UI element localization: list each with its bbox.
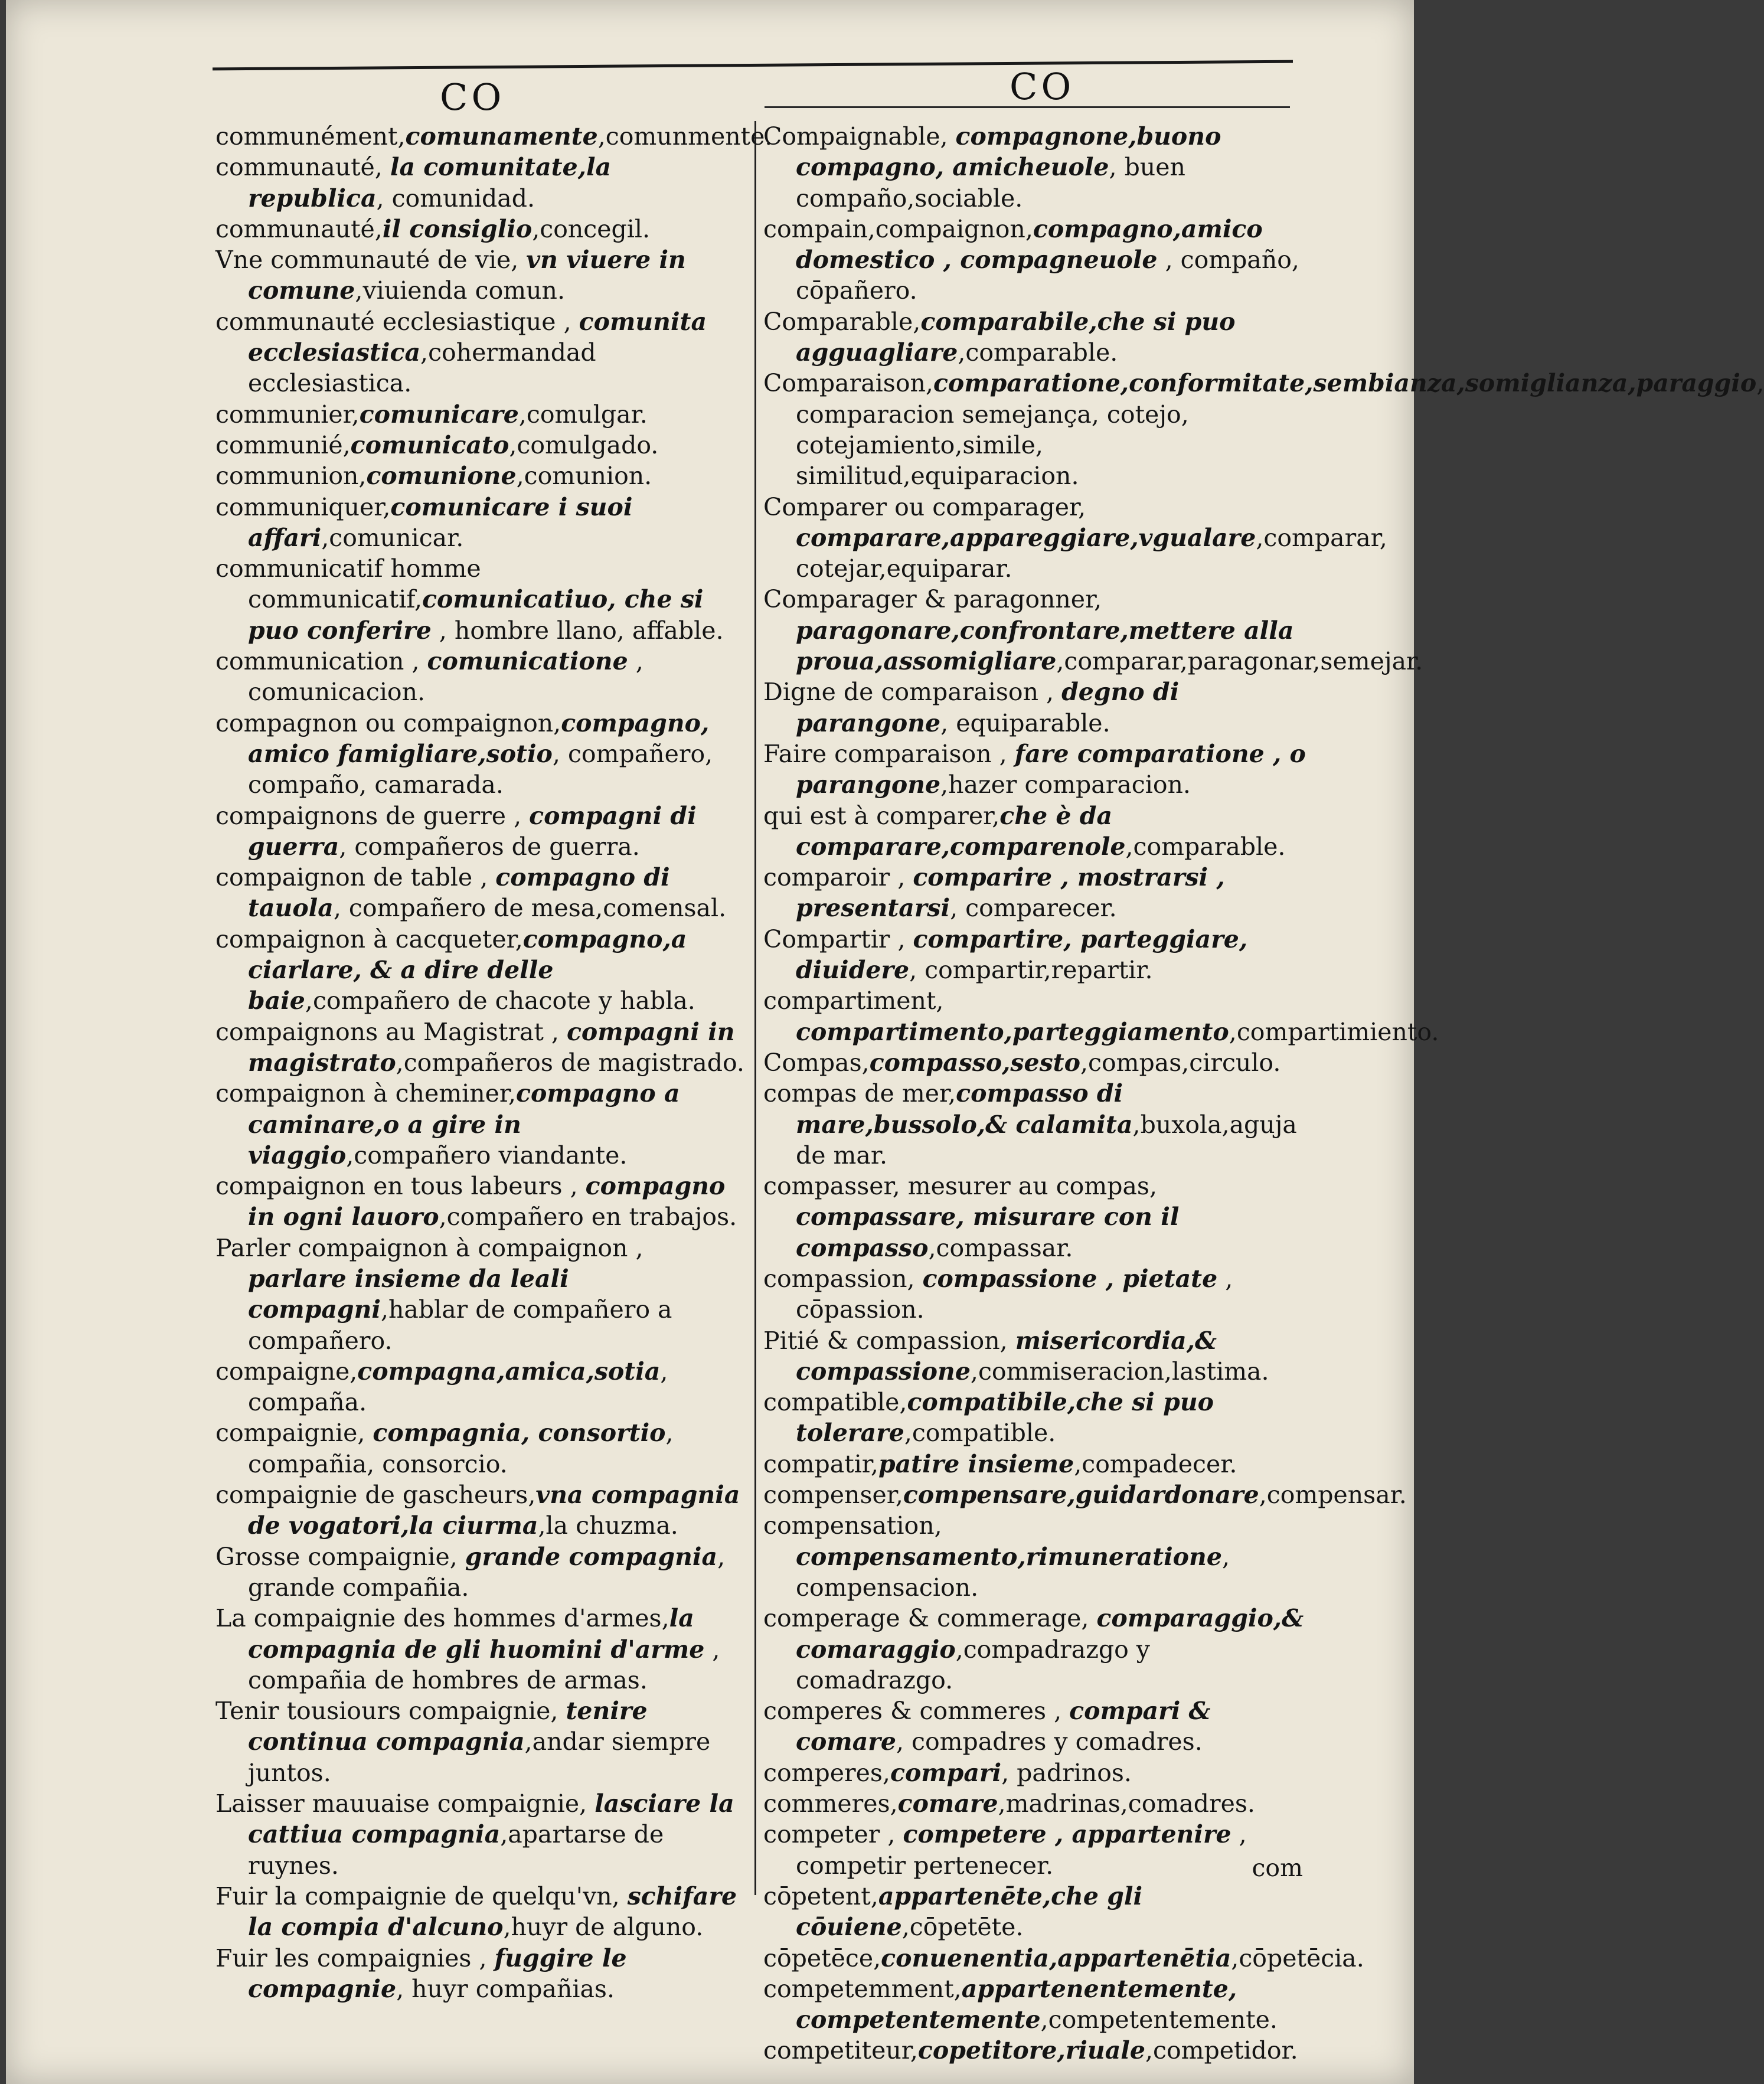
dictionary-entry — [763, 1974, 1306, 2036]
entry-italian: comunamente — [405, 122, 598, 151]
entry-spanish: ,concegil. — [532, 214, 651, 243]
entry-french: Comparaison, — [763, 369, 933, 398]
entry-italian: compagna,amica,sotia — [357, 1357, 661, 1386]
dictionary-entry — [215, 1417, 747, 1479]
entry-french: compain,compaignon, — [763, 214, 1033, 243]
dictionary-entry — [763, 1078, 1306, 1171]
dictionary-page — [6, 0, 1764, 2084]
entry-french: Compas, — [763, 1048, 870, 1077]
dictionary-entry — [215, 1943, 747, 2005]
entry-italian: compassare, misurare con il compasso — [796, 1203, 1180, 1262]
entry-italian: compagno,a ciarlare, & a dire delle baie — [248, 925, 687, 1015]
entry-french: communauté, — [215, 153, 390, 182]
entry-spanish: , grande compañia. — [248, 1542, 726, 1602]
dictionary-entry — [763, 368, 1764, 491]
dictionary-entry — [215, 862, 747, 924]
entry-spanish: ,compañero en trabajos. — [439, 1203, 737, 1232]
entry-spanish: ,comparable. — [1125, 832, 1286, 861]
dictionary-entry — [215, 1356, 747, 1418]
entry-italian: compasso,sesto — [869, 1048, 1080, 1077]
dictionary-entry — [215, 430, 747, 460]
entry-french: Tenir tousiours compaignie, — [215, 1697, 566, 1726]
dictionary-entry — [763, 121, 1306, 214]
dictionary-entry — [215, 121, 773, 152]
dictionary-entry — [763, 1387, 1306, 1449]
entry-italian: comare — [897, 1789, 998, 1818]
entry-spanish: ,viuienda comun. — [355, 276, 565, 305]
entry-italian: comparatione,conformitate,sembianza,somiglianza,paraggio — [933, 369, 1757, 398]
dictionary-entry — [215, 1017, 747, 1079]
entry-italian: fuggire le compagnie — [248, 1943, 627, 2003]
dictionary-entry — [215, 801, 747, 863]
entry-french: Comparer ou comparager, — [763, 492, 1086, 521]
entry-french: compaignon à cacqueter, — [215, 925, 523, 953]
dictionary-entry — [215, 1788, 747, 1881]
dictionary-entry — [763, 862, 1306, 924]
dictionary-entry — [763, 1510, 1306, 1603]
entry-french: compensation, — [763, 1511, 942, 1540]
entry-spanish: , compañia de hombres de armas. — [248, 1635, 720, 1694]
entry-italian: la compagnia de gli huomini d'arme — [248, 1604, 705, 1664]
entry-spanish: ,compartimiento. — [1229, 1017, 1439, 1046]
entry-spanish: ,cōpetēcia. — [1231, 1943, 1364, 1972]
entry-italian: compassione , pietate — [922, 1264, 1218, 1293]
entry-italian: compagni in magistrato — [248, 1017, 735, 1077]
entry-french: comperes & commeres , — [763, 1697, 1070, 1726]
entry-italian: il consiglio — [382, 214, 533, 243]
entry-spanish: , compañero de mesa,comensal. — [333, 894, 727, 923]
entry-french: compatir, — [763, 1449, 878, 1478]
entry-italian: la comunitate,la republica — [248, 153, 612, 213]
entry-french: compasser, mesurer au compas, — [763, 1172, 1157, 1201]
entry-spanish: ,comunicar. — [321, 523, 464, 552]
dictionary-entry — [215, 708, 747, 801]
entry-italian: compatibile,che si puo tolerare — [796, 1388, 1214, 1448]
entry-italian: compartire, parteggiare, diuidere — [796, 925, 1248, 985]
entry-spanish: ,compañeros de magistrado. — [396, 1048, 744, 1077]
entry-french: compaignons au Magistrat , — [215, 1017, 567, 1046]
entry-italian: degno di parangone — [796, 678, 1180, 737]
entry-spanish: ,comunmente. — [597, 122, 773, 151]
dictionary-entry — [763, 584, 1423, 677]
dictionary-entry — [215, 214, 747, 244]
entry-spanish: ,comparar, cotejar,equiparar. — [796, 523, 1387, 583]
entry-spanish: ,compassar. — [928, 1233, 1073, 1262]
dictionary-entry — [215, 1479, 747, 1541]
running-head-left: CO — [440, 76, 505, 119]
entry-italian: comunicare — [359, 400, 519, 429]
entry-spanish: , compartir,repartir. — [909, 956, 1153, 985]
entry-french: communiquer, — [215, 492, 391, 521]
entry-french: cōpetent, — [763, 1882, 878, 1910]
entry-french: commeres, — [763, 1789, 898, 1818]
entry-italian: appartenentemente, competentemente — [796, 1974, 1237, 2034]
dictionary-entry — [215, 553, 747, 646]
entry-spanish: ,buxola,aguja de mar. — [796, 1110, 1297, 1170]
entry-french: La compaignie des hommes d'armes, — [215, 1604, 669, 1633]
entry-italian: compagno a caminare,o a gire in viaggio — [248, 1079, 680, 1170]
entry-italian: compagno,amico domestico , compagneuole — [796, 214, 1263, 275]
entry-spanish: , comparacion semejança, cotejo, cotejamiento,simile, similitud,equiparacion. — [796, 369, 1764, 491]
dictionary-entry — [763, 214, 1306, 306]
dictionary-entry — [215, 1233, 747, 1356]
entry-spanish: ,hazer comparacion. — [940, 770, 1191, 799]
entry-spanish: ,hablar de compañero a compañero. — [248, 1295, 672, 1355]
entry-spanish: ,la chuzma. — [538, 1511, 678, 1540]
entry-italian: comunicatiuo, che si puo conferire — [248, 585, 704, 645]
entry-french: compenser, — [763, 1481, 903, 1510]
entry-italian: compagno, amico famigliare,sotio — [248, 708, 710, 768]
entry-italian: compagno di tauola — [248, 863, 670, 923]
entry-italian: comparaggio,& comaraggio — [796, 1604, 1304, 1664]
dictionary-entry — [215, 1078, 747, 1171]
entry-french: Fuir la compaignie de quelqu'vn, — [215, 1882, 628, 1910]
dictionary-entry — [763, 985, 1439, 1047]
dictionary-entry — [215, 924, 747, 1017]
entry-spanish: ,cohermandad ecclesiastica. — [248, 338, 596, 398]
entry-spanish: ,compañero viandante. — [346, 1141, 628, 1170]
entry-spanish: , hombre llano, affable. — [431, 616, 724, 645]
entry-spanish: , compañeros de guerra. — [339, 832, 640, 861]
entry-spanish: ,andar siempre juntos. — [248, 1727, 711, 1787]
entry-french: comperes, — [763, 1758, 890, 1787]
entry-french: communion, — [215, 462, 367, 491]
dictionary-entry — [215, 1881, 747, 1943]
entry-italian: misericordia,& compassione — [796, 1326, 1217, 1386]
dictionary-entry — [763, 1047, 1306, 1078]
entry-french: communauté, — [215, 214, 383, 243]
entry-italian: che è da comparare,comparenole — [796, 801, 1126, 861]
entry-french: compaignon de table , — [215, 863, 496, 892]
dictionary-entry — [215, 1541, 747, 1603]
entry-italian: copetitore,riuale — [917, 2036, 1145, 2065]
entry-french: comperage & commerage, — [763, 1604, 1097, 1633]
entry-italian: comunicato — [350, 430, 509, 459]
dictionary-entry — [763, 1449, 1306, 1479]
entry-spanish: ,madrinas,comadres. — [998, 1789, 1255, 1818]
entry-french: comparoir , — [763, 863, 913, 892]
entry-spanish: ,compas,circulo. — [1080, 1048, 1281, 1077]
entry-spanish: , comunicacion. — [248, 647, 643, 707]
entry-spanish: , equiparable. — [940, 708, 1110, 737]
entry-french: communément, — [215, 122, 406, 151]
entry-italian: tenire continua compagnia — [248, 1697, 648, 1756]
entry-italian: paragonare,confrontare,mettere alla proua,assomigliare — [796, 616, 1294, 676]
entry-french: Pitié & compassion, — [763, 1326, 1015, 1355]
entry-italian: comparire , mostrarsi , presentarsi — [796, 863, 1225, 923]
entry-spanish: , huyr compañias. — [396, 1974, 615, 2003]
entry-french: competiteur, — [763, 2036, 918, 2065]
entry-spanish: ,comparable. — [958, 338, 1118, 367]
entry-italian: comunicatione — [427, 647, 628, 676]
entry-french: compaignon à cheminer, — [215, 1079, 516, 1108]
entry-spanish: ,compadecer. — [1074, 1449, 1237, 1478]
entry-spanish: ,compañero de chacote y habla. — [305, 987, 695, 1015]
column-divider — [754, 121, 756, 1895]
header-rule — [213, 60, 1293, 71]
entry-french: communier, — [215, 400, 360, 429]
entry-italian: fare comparatione , o parangone — [796, 739, 1306, 799]
entry-italian: compensamento,rimuneratione — [796, 1542, 1222, 1571]
entry-spanish: ,competidor. — [1145, 2036, 1298, 2065]
entry-italian: comunicare i suoi affari — [248, 492, 633, 552]
entry-italian: appartenēte,che gli cōuiene — [796, 1882, 1143, 1942]
entry-italian: compartimento,parteggiamento — [796, 1017, 1229, 1046]
entry-french: Digne de comparaison , — [763, 678, 1062, 707]
dictionary-entry — [763, 677, 1306, 739]
catchword: com — [1252, 1854, 1303, 1882]
entry-french: Compartir , — [763, 925, 913, 953]
dictionary-entry — [763, 1881, 1306, 1943]
entry-italian: parlare insieme da leali compagni — [248, 1264, 569, 1324]
entry-spanish: , compaña. — [248, 1357, 668, 1417]
entry-spanish: , buen compaño,sociable. — [796, 153, 1185, 213]
entry-french: Fuir les compaignies , — [215, 1943, 495, 1972]
entry-french: competemment, — [763, 1974, 962, 2003]
dictionary-entry — [763, 1263, 1306, 1325]
entry-french: compassion, — [763, 1264, 923, 1293]
entry-french: Parler compaignon à compaignon , — [215, 1233, 643, 1262]
entry-french: Laisser mauuaise compaignie, — [215, 1789, 595, 1818]
entry-french: compaignon en tous labeurs , — [215, 1172, 586, 1201]
dictionary-entry — [215, 1696, 747, 1788]
entry-italian: compensare,guidardonare — [903, 1481, 1259, 1510]
entry-italian: compagnia, consortio — [373, 1419, 666, 1448]
dictionary-entry — [215, 306, 747, 399]
entry-spanish: , compaño, cōpañero. — [796, 246, 1299, 305]
entry-french: Compaignable, — [763, 122, 956, 151]
dictionary-entry — [215, 492, 747, 554]
entry-french: Comparager & paragonner, — [763, 585, 1102, 614]
entry-italian: schifare la compia d'alcuno — [248, 1882, 737, 1942]
dictionary-entry — [763, 1943, 1364, 1974]
entry-spanish: ,comulgado. — [509, 430, 659, 459]
dictionary-entry — [763, 1788, 1306, 1819]
entry-french: communauté ecclesiastique , — [215, 307, 579, 336]
entry-italian: compari — [890, 1758, 1002, 1787]
entry-italian: comunione — [366, 462, 517, 491]
dictionary-entry — [215, 646, 747, 708]
entry-italian: compari & comare — [796, 1697, 1211, 1756]
entry-french: compagnon ou compaignon, — [215, 708, 561, 737]
dictionary-entry — [215, 152, 747, 214]
entry-french: communicatif homme communicatif, — [215, 554, 481, 614]
dictionary-entry — [763, 2035, 1306, 2066]
left-column — [215, 121, 773, 2004]
entry-spanish: , comunidad. — [376, 184, 535, 213]
entry-spanish: , compañia, consorcio. — [248, 1419, 674, 1478]
entry-italian: compagnone,buono compagno, amicheuole — [796, 122, 1221, 182]
entry-italian: vna compagnia de vogatori,la ciurma — [248, 1481, 740, 1540]
entry-italian: patire insieme — [878, 1449, 1074, 1478]
running-head-right: CO — [1010, 65, 1075, 108]
entry-spanish: ,comunion. — [516, 462, 652, 491]
entry-french: Grosse compaignie, — [215, 1542, 465, 1571]
entry-spanish: ,commiseracion,lastima. — [970, 1357, 1269, 1386]
right-column — [763, 121, 1764, 2066]
entry-french: cōpetēce, — [763, 1943, 881, 1972]
dictionary-entry — [763, 1696, 1306, 1758]
entry-french: communié, — [215, 430, 351, 459]
entry-french: Vne communauté de vie, — [215, 246, 527, 275]
entry-spanish: ,huyr de alguno. — [503, 1913, 704, 1942]
dictionary-entry — [763, 1171, 1306, 1263]
entry-spanish: , compensacion. — [796, 1542, 1230, 1602]
dictionary-entry — [763, 492, 1387, 584]
entry-italian: comunita ecclesiastica — [248, 307, 707, 367]
dictionary-entry — [763, 801, 1306, 863]
entry-spanish: ,comparar,paragonar,semejar. — [1056, 647, 1423, 676]
entry-italian: comparare,appareggiare,vgualare — [796, 523, 1256, 552]
entry-spanish: ,competentemente. — [1040, 2005, 1278, 2034]
dictionary-entry — [215, 399, 747, 430]
dictionary-entry — [215, 244, 747, 306]
entry-spanish: ,compatible. — [904, 1419, 1056, 1448]
dictionary-entry — [215, 1171, 747, 1233]
entry-italian: compagno in ogni lauoro — [248, 1172, 726, 1232]
entry-spanish: , padrinos. — [1001, 1758, 1132, 1787]
entry-italian: lasciare la cattiua compagnia — [248, 1789, 734, 1849]
entry-italian: grande compagnia — [465, 1542, 718, 1571]
entry-spanish: , competir pertenecer. — [796, 1820, 1247, 1880]
dictionary-entry — [215, 460, 747, 491]
entry-spanish: , compadres y comadres. — [896, 1727, 1203, 1756]
entry-italian: compasso di mare,bussolo,& calamita — [796, 1079, 1133, 1139]
entry-french: Faire comparaison , — [763, 739, 1015, 768]
entry-french: communication , — [215, 647, 427, 676]
entry-italian: conuenentia,appartenētia — [881, 1943, 1231, 1972]
entry-french: compartiment, — [763, 987, 944, 1015]
entry-spanish: ,comulgar. — [518, 400, 648, 429]
entry-spanish: ,cōpetēte. — [901, 1913, 1024, 1942]
dictionary-entry — [763, 1758, 1306, 1788]
entry-italian: compagni di guerra — [248, 801, 697, 861]
entry-spanish: , compañero, compaño, camarada. — [248, 739, 713, 799]
entry-french: compas de mer, — [763, 1079, 956, 1108]
entry-french: compatible, — [763, 1388, 907, 1417]
entry-italian: competere , appartenire — [903, 1820, 1231, 1849]
dictionary-entry — [763, 1819, 1306, 1881]
entry-french: qui est à comparer, — [763, 801, 1000, 830]
dictionary-entry — [763, 1479, 1407, 1510]
dictionary-entry — [763, 1603, 1306, 1696]
entry-french: Comparable, — [763, 307, 921, 336]
entry-french: compaignons de guerre , — [215, 801, 530, 830]
entry-spanish: , cōpassion. — [796, 1264, 1233, 1324]
dictionary-entry — [215, 1603, 747, 1696]
entry-spanish: ,compensar. — [1259, 1481, 1407, 1510]
entry-spanish: , comparecer. — [950, 894, 1117, 923]
dictionary-entry — [763, 306, 1306, 368]
entry-spanish: ,compadrazgo y comadrazgo. — [796, 1635, 1150, 1694]
entry-french: compaigne, — [215, 1357, 358, 1386]
entry-italian: comparabile,che si puo agguagliare — [796, 307, 1236, 367]
entry-french: compaignie de gascheurs, — [215, 1481, 536, 1510]
entry-french: compaignie, — [215, 1419, 373, 1448]
dictionary-entry — [763, 739, 1306, 801]
entry-italian: vn viuere in comune — [248, 246, 686, 305]
dictionary-entry — [763, 924, 1306, 986]
dictionary-entry — [763, 1325, 1306, 1387]
entry-french: competer , — [763, 1820, 903, 1849]
entry-spanish: ,apartarse de ruynes. — [248, 1820, 664, 1880]
